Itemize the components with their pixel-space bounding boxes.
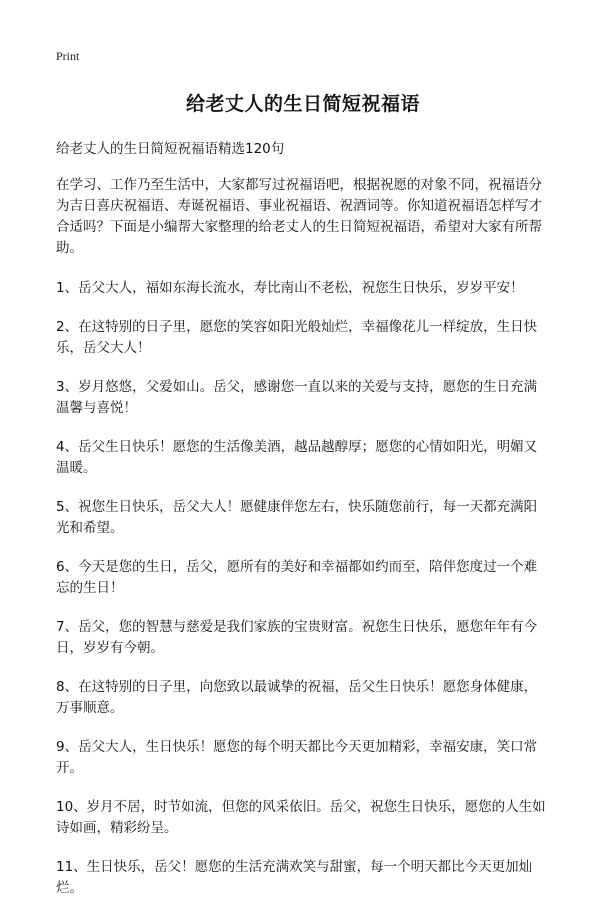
print-link[interactable]: Print [56,49,80,63]
wish-item: 3、岁月悠悠，父爱如山。岳父，感谢您一直以来的关爱与支持，愿您的生日充满温馨与喜悦！ [56,379,538,416]
wish-item: 10、岁月不居，时节如流，但您的风采依旧。岳父，祝您生日快乐，愿您的人生如诗如画，精彩纷呈。 [56,799,546,836]
wish-item: 6、今天是您的生日，岳父，愿所有的美好和幸福都如约而至，陪伴您度过一个难忘的生日！ [56,559,538,596]
wish-item: 5、祝您生日快乐，岳父大人！愿健康伴您左右，快乐随您前行，每一天都充满阳光和希望。 [56,499,538,536]
wish-item: 7、岳父，您的智慧与慈爱是我们家族的宝贵财富。祝您生日快乐，愿您年年有今日，岁岁有今朝。 [56,619,538,656]
wish-item: 4、岳父生日快乐！愿您的生活像美酒，越品越醇厚；愿您的心情如阳光，明媚又温暖。 [56,439,538,476]
wish-item: 11、生日快乐，岳父！愿您的生活充满欢笑与甜蜜，每一个明天都比今天更加灿烂。 [56,859,533,896]
wish-item: 9、岳父大人，生日快乐！愿您的每个明天都比今天更加精彩，幸福安康，笑口常开。 [56,739,538,776]
page-title: 给老丈人的生日简短祝福语 [185,93,420,115]
wish-item: 1、岳父大人，福如东海长流水，寿比南山不老松，祝您生日快乐，岁岁平安！ [56,280,524,296]
intro-paragraph: 在学习、工作乃至生活中，大家都写过祝福语吧，根据祝愿的对象不同，祝福语分为吉日喜庆祝福语、寿诞祝福语、事业祝福语、祝酒词等。你知道祝福语怎样写才合适吗？下面是小编帮大家整理的给老丈人的生日简短祝福语，希望对大家有所帮助。 [56,177,542,256]
subtitle: 给老丈人的生日简短祝福语精选120句 [56,141,285,157]
wish-item: 2、在这特别的日子里，愿您的笑容如阳光般灿烂，幸福像花儿一样绽放，生日快乐，岳父大人！ [56,319,538,356]
wish-item: 8、在这特别的日子里，向您致以最诚挚的祝福，岳父生日快乐！愿您身体健康，万事顺意。 [56,679,538,716]
